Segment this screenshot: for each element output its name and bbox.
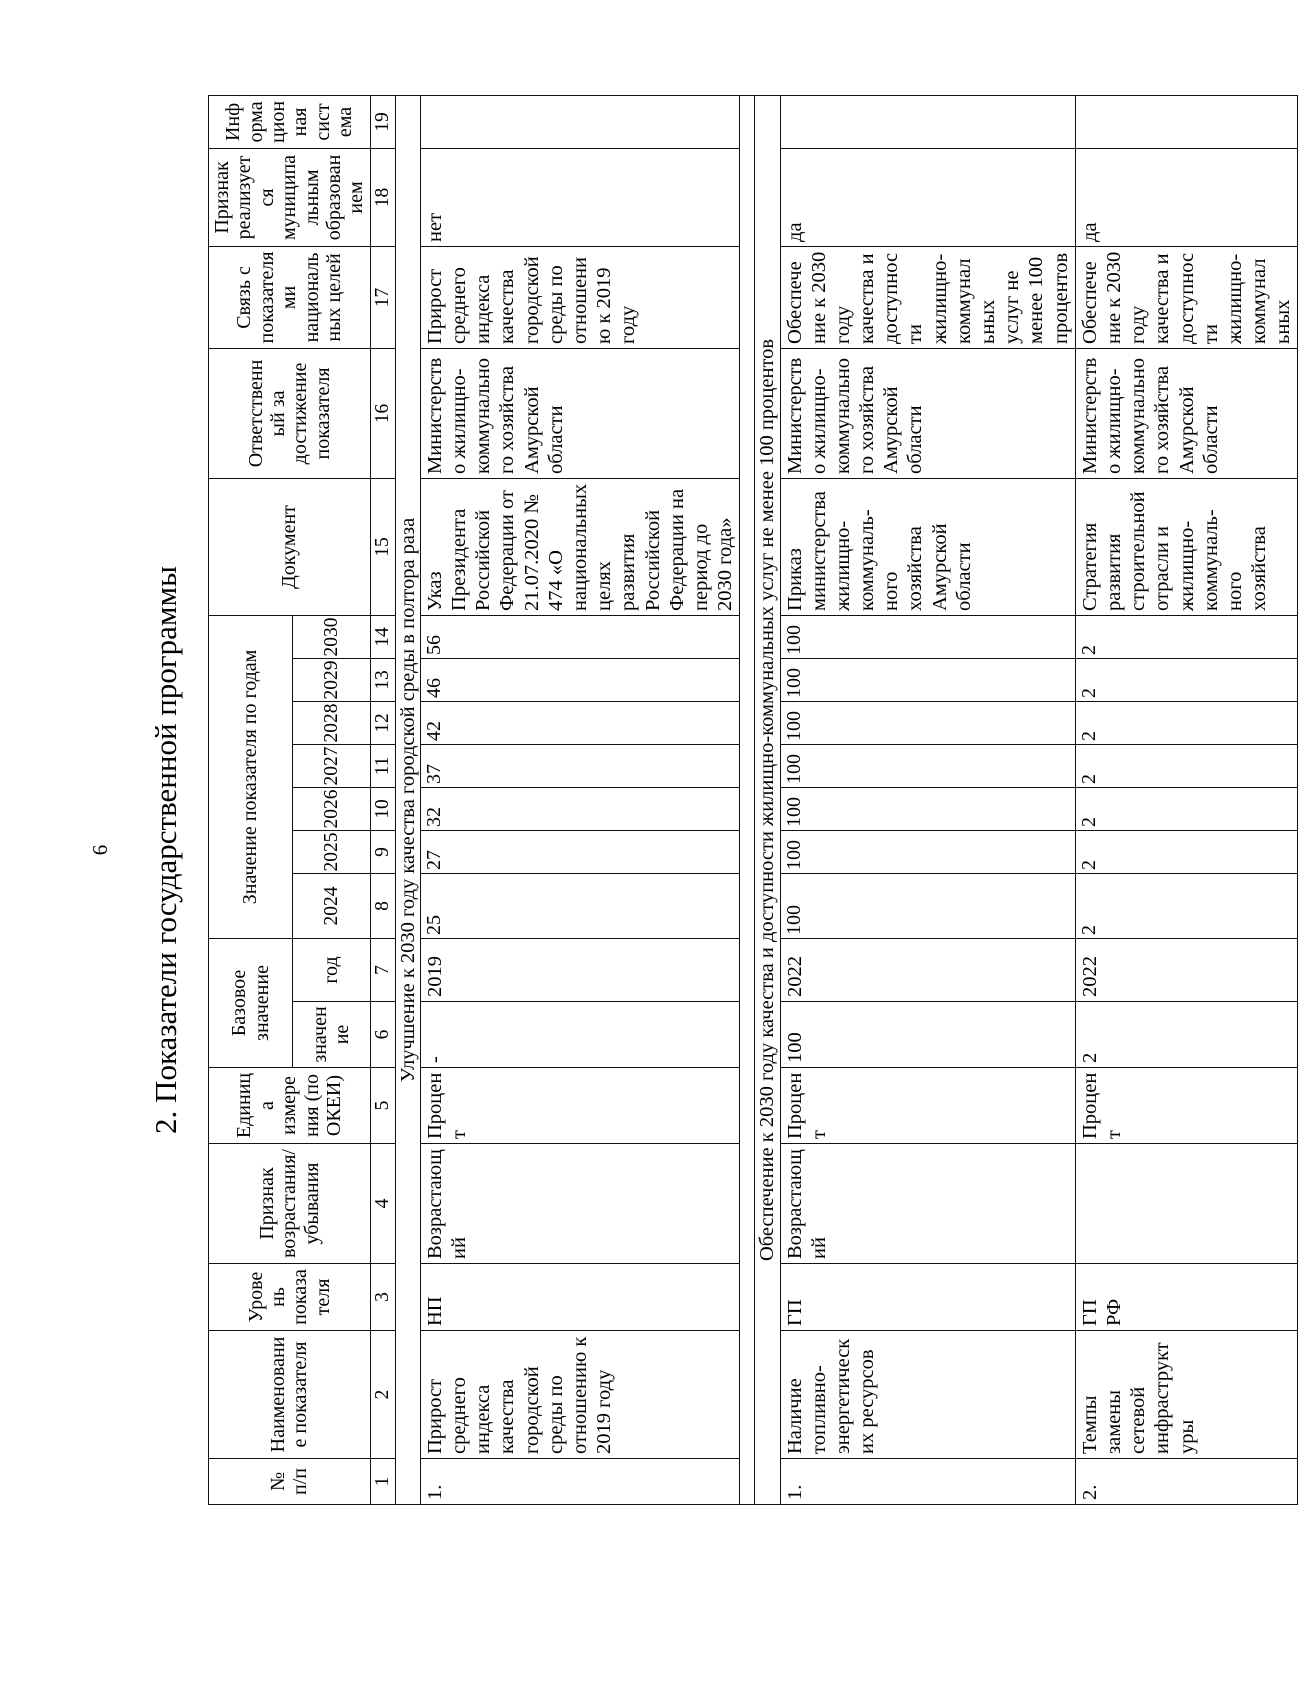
table-header — [209, 95, 371, 1504]
row-responsible: Министерство жилищно-коммунального хозяйства Амурской области — [1075, 348, 1298, 478]
row-sign: Возрастающий — [420, 1144, 739, 1264]
column-number: 16 — [370, 348, 395, 478]
column-number: 9 — [370, 830, 395, 873]
row-value: 56 — [420, 615, 739, 658]
header-document: Документ — [209, 478, 371, 615]
column-number: 19 — [370, 95, 395, 148]
row-num: 1. — [420, 1459, 739, 1505]
header-info-system: Информационная система — [209, 95, 371, 148]
header-year: 2030 — [293, 615, 371, 658]
header-base-year: год — [293, 938, 371, 1001]
row-level: ГП РФ — [1075, 1264, 1298, 1331]
header-responsible: Ответственный за достижение показателя — [209, 348, 371, 478]
row-info-system — [1075, 95, 1298, 148]
row-document: Приказ министерства жилищно-коммуналь-ного хозяйства Амурской области — [780, 478, 1075, 615]
column-number: 8 — [370, 873, 395, 938]
row-info-system — [420, 95, 739, 148]
section-header-row — [755, 95, 780, 1504]
row-base-value: 100 — [780, 1002, 1075, 1068]
row-base-year: 2022 — [780, 938, 1075, 1001]
row-unit: Процент — [1075, 1068, 1298, 1144]
column-number: 14 — [370, 615, 395, 658]
row-value: 32 — [420, 787, 739, 830]
header-year: 2026 — [293, 787, 371, 830]
header-year: 2027 — [293, 744, 371, 787]
row-sign — [1075, 1144, 1298, 1264]
column-number: 11 — [370, 744, 395, 787]
row-value: 42 — [420, 701, 739, 744]
row-value: 100 — [780, 873, 1075, 938]
row-value: 100 — [780, 830, 1075, 873]
header-sign: Признак возрастания/ убывания — [209, 1144, 371, 1264]
column-number-row — [370, 95, 395, 1504]
header-year: 2024 — [293, 873, 371, 938]
header-municipal: Признак реализуется муниципальным образованием — [209, 148, 371, 246]
header-year: 2029 — [293, 658, 371, 701]
row-responsible: Министерство жилищно-коммунального хозяйства Амурской области — [420, 348, 739, 478]
row-value: 27 — [420, 830, 739, 873]
header-level: Уровень показателя — [209, 1264, 371, 1331]
row-value: 2 — [1075, 744, 1298, 787]
row-value: 2 — [1075, 615, 1298, 658]
header-base-value: значение — [293, 1002, 371, 1068]
row-base-value: 2 — [1075, 1002, 1298, 1068]
row-num: 2. — [1075, 1459, 1298, 1505]
row-num: 1. — [780, 1459, 1075, 1505]
column-number: 7 — [370, 938, 395, 1001]
column-number: 5 — [370, 1068, 395, 1144]
indicators-table — [208, 95, 1298, 1505]
row-name: Темпы замены сетевой инфраструктуры — [1075, 1331, 1298, 1459]
row-base-year: 2019 — [420, 938, 739, 1001]
row-document: Стратегия развития строительной отрасли и жилищно-коммуналь-ного хозяйства — [1075, 478, 1298, 615]
row-level: ГП — [780, 1264, 1075, 1331]
row-value: 100 — [780, 615, 1075, 658]
row-link: Прирост среднего индекса качества городской среды по отношению к 2019 году — [420, 246, 739, 348]
row-value: 2 — [1075, 658, 1298, 701]
table-row — [1075, 95, 1298, 1504]
section-title: Обеспечение к 2030 году качества и доступности жилищно-коммунальных услуг не менее 100 процентов — [755, 95, 780, 1504]
row-value: 25 — [420, 873, 739, 938]
column-number: 18 — [370, 148, 395, 246]
row-municipal: нет — [420, 148, 739, 246]
row-unit: Процент — [780, 1068, 1075, 1144]
column-number: 17 — [370, 246, 395, 348]
row-document: Указ Президента Российской Федерации от 21.07.2020 № 474 «О национальных целях развития Российской Федерации на период до 2030 года» — [420, 478, 739, 615]
header-years-group: Значение показателя по годам — [209, 615, 293, 938]
row-value: 100 — [780, 701, 1075, 744]
header-name: Наименование показателя — [209, 1331, 371, 1459]
column-number: 13 — [370, 658, 395, 701]
spacer-cell — [740, 95, 755, 1504]
row-value: 100 — [780, 787, 1075, 830]
column-number: 2 — [370, 1331, 395, 1459]
header-num: № п/п — [209, 1459, 371, 1505]
row-value: 100 — [780, 744, 1075, 787]
column-number: 6 — [370, 1002, 395, 1068]
row-unit: Процент — [420, 1068, 739, 1144]
table-row — [420, 95, 739, 1504]
section-title: Улучшение к 2030 году качества городской среды в полтора раза — [395, 95, 420, 1504]
header-link: Связь с показателями национальных целей — [209, 246, 371, 348]
column-number: 15 — [370, 478, 395, 615]
row-value: 100 — [780, 658, 1075, 701]
row-level: НП — [420, 1264, 739, 1331]
column-number: 4 — [370, 1144, 395, 1264]
header-year: 2028 — [293, 701, 371, 744]
row-municipal: да — [1075, 148, 1298, 246]
spacer-row — [740, 95, 755, 1504]
row-value: 2 — [1075, 830, 1298, 873]
row-name: Наличие топливно-энергетических ресурсов — [780, 1331, 1075, 1459]
header-unit: Единица измерения (по ОКЕИ) — [209, 1068, 371, 1144]
row-base-year: 2022 — [1075, 938, 1298, 1001]
column-number: 10 — [370, 787, 395, 830]
row-info-system — [780, 95, 1075, 148]
row-base-value: - — [420, 1002, 739, 1068]
row-municipal: да — [780, 148, 1075, 246]
row-sign: Возрастающий — [780, 1144, 1075, 1264]
row-value: 2 — [1075, 787, 1298, 830]
column-number: 3 — [370, 1264, 395, 1331]
row-responsible: Министерство жилищно-коммунального хозяйства Амурской области — [780, 348, 1075, 478]
document-title: 2. Показатели государственной программы — [148, 566, 183, 1134]
row-link: Обеспечение к 2030 году качества и доступности жилищно-коммунальных — [1075, 246, 1298, 348]
row-link: Обеспечение к 2030 году качества и доступности жилищно-коммунальных услуг не менее 100 процентов — [780, 246, 1075, 348]
row-value: 2 — [1075, 701, 1298, 744]
column-number: 1 — [370, 1459, 395, 1505]
table-row — [780, 95, 1075, 1504]
row-value: 2 — [1075, 873, 1298, 938]
column-number: 12 — [370, 701, 395, 744]
header-year: 2025 — [293, 830, 371, 873]
header-base-group: Базовое значение — [209, 938, 293, 1067]
page-number: 6 — [88, 844, 112, 856]
row-name: Прирост среднего индекса качества городской среды по отношению к 2019 году — [420, 1331, 739, 1459]
row-value: 46 — [420, 658, 739, 701]
section-header-row — [395, 95, 420, 1504]
row-value: 37 — [420, 744, 739, 787]
